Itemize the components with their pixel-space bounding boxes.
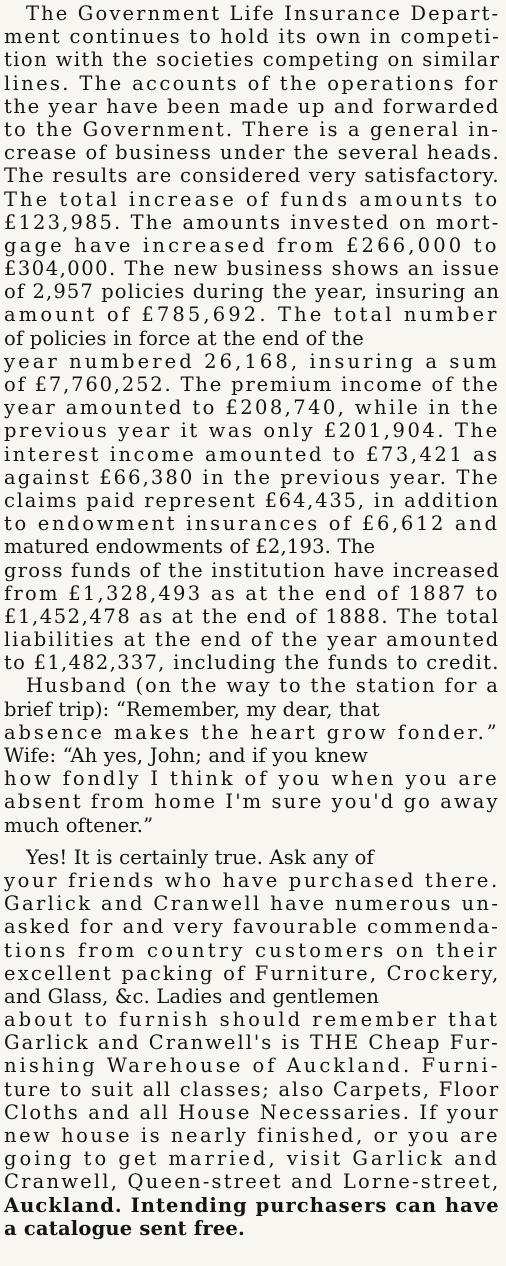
- text-line: lines. The accounts of the operations for: [4, 71, 500, 95]
- text-line: nishing Warehouse of Auckland. Furni-: [4, 1054, 501, 1078]
- text-line: much oftener.”: [4, 813, 154, 837]
- text-line: The Government Life Insurance Depart-: [26, 2, 501, 25]
- text-line: Auckland. Intending purchasers can have: [4, 1193, 500, 1217]
- text-line: amount of £785,692. The total number: [4, 303, 500, 327]
- text-line: against £66,380 in the previous year. The: [4, 465, 500, 489]
- text-line: of £7,760,252. The premium income of the: [4, 373, 500, 396]
- text-line: a catalogue sent free.: [4, 1216, 246, 1240]
- text-line: to endowment insurances of £6,612 and: [4, 512, 500, 536]
- text-line: tion with the societies competing on similar: [4, 48, 501, 72]
- text-line: the year have been made up and forwarded: [4, 94, 500, 118]
- text-line: your friends who have purchased there.: [4, 868, 500, 892]
- text-line: crease of business under the several heads.: [4, 141, 501, 165]
- text-line: Garlick and Cranwell's is THE Cheap Fur-: [4, 1031, 500, 1055]
- text-line: excellent packing of Furniture, Crockery,: [4, 961, 501, 985]
- text-line: £123,985. The amounts invested on mort-: [4, 210, 501, 234]
- paragraph-husband-wife-joke: [4, 674, 500, 836]
- text-line: gross funds of the institution have increased: [4, 558, 501, 582]
- text-line: of 2,957 policies during the year, insuring an: [4, 280, 501, 304]
- text-line: Cranwell, Queen-street and Lorne-street,: [4, 1170, 501, 1194]
- paragraph-government-life-insurance: [4, 2, 500, 674]
- text-line: Husband (on the way to the station for a: [26, 674, 500, 698]
- text-line: interest income amounted to £73,421 as: [4, 442, 500, 466]
- text-line: and Glass, &c. Ladies and gentlemen: [4, 984, 380, 1008]
- text-line: Wife: “Ah yes, John; and if you knew: [4, 744, 368, 767]
- text-line: new house is nearly finished, or you are: [4, 1124, 501, 1147]
- text-line: matured endowments of £2,193. The: [4, 535, 376, 559]
- text-line: of policies in force at the end of the: [4, 326, 364, 350]
- text-line: £1,452,478 as at the end of 1888. The total: [4, 604, 500, 628]
- text-line: about to furnish should remember that: [4, 1008, 500, 1032]
- text-line: £304,000. The new business shows an issue: [4, 257, 501, 281]
- text-line: how fondly I think of you when you are: [4, 767, 500, 791]
- text-line: ture to suit all classes; also Carpets, Floor: [4, 1077, 500, 1101]
- paragraph-spacer: [4, 837, 500, 846]
- text-line: claims paid represent £64,435, in addition: [4, 488, 500, 512]
- text-line: tions from country customers on their: [4, 938, 500, 962]
- text-line: Yes! It is certainly true. Ask any of: [26, 845, 374, 869]
- text-line: year amounted to £208,740, while in the: [4, 396, 501, 420]
- text-line: absence makes the heart grow fonder.”: [4, 720, 500, 744]
- text-line: The total increase of funds amounts to: [4, 187, 501, 211]
- text-line: going to get married, visit Garlick and: [4, 1147, 500, 1171]
- text-line: absent from home I'm sure you'd go away: [4, 790, 500, 814]
- text-line: previous year it was only £201,904. The: [4, 419, 500, 443]
- text-line: Cloths and all House Necessaries. If your: [4, 1100, 500, 1124]
- newspaper-column: [4, 2, 500, 1240]
- text-line: liabilities at the end of the year amounted: [4, 628, 501, 652]
- text-line: year numbered 26,168, insuring a sum: [4, 349, 500, 373]
- text-line: asked for and very favourable commenda-: [4, 915, 500, 939]
- paragraph-garlick-cranwell-advert: [4, 846, 500, 1240]
- text-line: to £1,482,337, including the funds to credit.: [4, 651, 500, 675]
- text-line: The results are considered very satisfactory.: [4, 164, 500, 188]
- text-line: from £1,328,493 as at the end of 1887 to: [4, 581, 500, 605]
- text-line: ment continues to hold its own in competi-: [4, 25, 501, 49]
- text-line: brief trip): “Remember, my dear, that: [4, 697, 380, 721]
- text-line: to the Government. There is a general in-: [4, 117, 500, 141]
- text-line: gage have increased from £266,000 to: [4, 233, 500, 257]
- text-line: Garlick and Cranwell have numerous un-: [4, 892, 501, 916]
